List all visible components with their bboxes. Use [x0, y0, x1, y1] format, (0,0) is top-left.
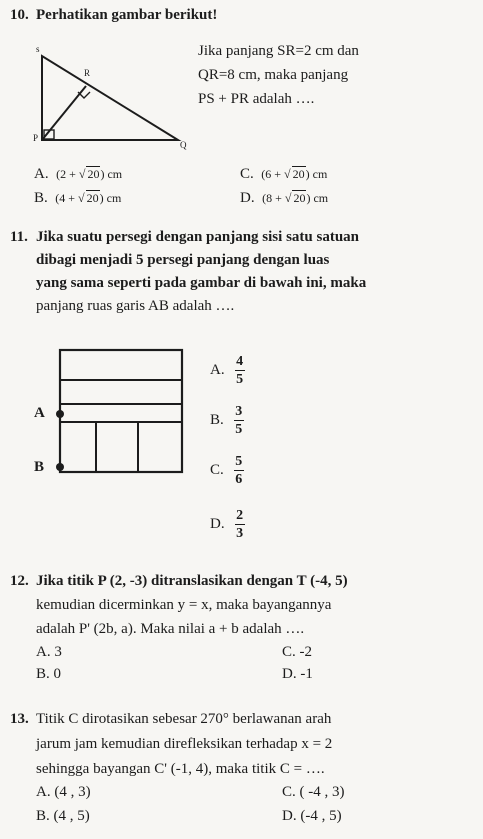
label-r: R	[84, 68, 91, 78]
q12-option-b[interactable]: B. 0	[36, 666, 62, 682]
triangle-pqs	[42, 56, 178, 140]
label-q: Q	[180, 140, 187, 150]
label-p: P	[33, 133, 39, 143]
q10-option-a[interactable]: A. (2 + √ 20) cm	[34, 166, 123, 182]
q13-option-c[interactable]: C. ( -4 , 3)	[282, 784, 345, 800]
q11-option-b[interactable]: B. $\frac{3}{5}$	[210, 404, 243, 437]
question-13-line-2: jarum jam kemudian direfleksikan terhadap x = 2	[36, 736, 333, 752]
q11-option-c[interactable]: C. $\frac{5}{6}$	[210, 454, 243, 487]
question-10-line-3: PS + PR adalah ….	[198, 91, 315, 107]
question-12-line-1: Jika titik P (2, -3) ditranslasikan dengan T (-4, 5)	[36, 573, 348, 589]
question-12-line-3: adalah P' (2b, a). Maka nilai a + b adalah ….	[36, 621, 305, 637]
question-10-intro: Perhatikan gambar berikut!	[36, 7, 218, 23]
question-13-line-1: Titik C dirotasikan sebesar 270° berlawanan arah	[36, 711, 332, 727]
right-triangle-figure	[28, 48, 193, 148]
question-12-number: 12.	[10, 573, 29, 589]
label-b: B	[34, 459, 45, 475]
q11-option-a[interactable]: A. $\frac{4}{5}$	[210, 354, 244, 387]
question-13-line-3: sehingga bayangan C' (-1, 4), maka titik C = ….	[36, 761, 325, 777]
q10-option-d[interactable]: D. (8 + √ 20) cm	[240, 190, 329, 206]
question-13-number: 13.	[10, 711, 29, 727]
point-b	[56, 463, 64, 471]
q11-option-d[interactable]: D. $\frac{2}{3}$	[210, 508, 244, 541]
q12-option-a[interactable]: A. 3	[36, 644, 62, 660]
q13-option-a[interactable]: A. (4 , 3)	[36, 784, 91, 800]
unit-square	[60, 350, 182, 472]
q13-option-d[interactable]: D. (-4 , 5)	[282, 808, 342, 824]
question-11-number: 11.	[10, 229, 28, 245]
question-10-number: 10.	[10, 7, 29, 23]
question-11-line-2: dibagi menjadi 5 persegi panjang dengan luas	[36, 252, 330, 268]
question-11-line-1: Jika suatu persegi dengan panjang sisi satu satuan	[36, 229, 360, 245]
divided-square-figure	[52, 344, 187, 479]
q10-option-b[interactable]: B. (4 + √ 20) cm	[34, 190, 122, 206]
question-11-line-3: yang sama seperti pada gambar di bawah ini, maka	[36, 275, 367, 291]
label-s: s	[36, 44, 40, 54]
question-10-line-2: QR=8 cm, maka panjang	[198, 67, 349, 83]
q13-option-b[interactable]: B. (4 , 5)	[36, 808, 90, 824]
question-11-line-4: panjang ruas garis AB adalah ….	[36, 298, 235, 314]
q12-option-c[interactable]: C. -2	[282, 644, 313, 660]
q10-option-c[interactable]: C. (6 + √ 20) cm	[240, 166, 328, 182]
q12-option-d[interactable]: D. -1	[282, 666, 313, 682]
question-10-line-1: Jika panjang SR=2 cm dan	[198, 43, 359, 59]
label-a: A	[34, 405, 45, 421]
question-12-line-2: kemudian dicerminkan y = x, maka bayangannya	[36, 597, 332, 613]
point-a	[56, 410, 64, 418]
